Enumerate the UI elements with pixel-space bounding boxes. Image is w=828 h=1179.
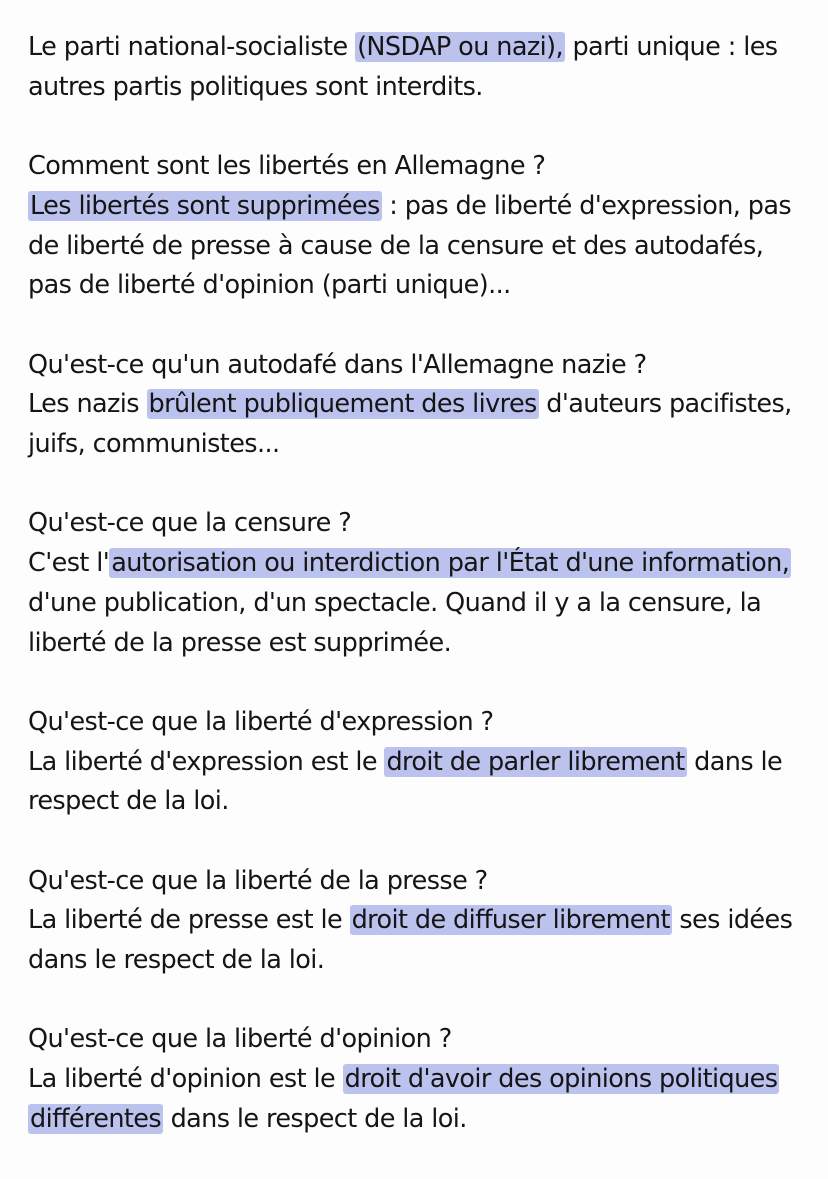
text-segment: ses idées dans le respect de la loi. [28, 905, 793, 976]
highlighted-text: droit de diffuser librement [351, 905, 670, 936]
text-segment: Le parti national-socialiste [28, 32, 356, 62]
highlighted-text: brûlent publiquement des livres [148, 389, 537, 420]
question: Comment sont les libertés en Allemagne ? [28, 151, 546, 182]
qa-block-opinion [28, 1020, 808, 1139]
qa-block-expression [28, 703, 808, 822]
question: Qu'est-ce qu'un autodafé dans l'Allemagne nazie ? [28, 349, 647, 380]
notes-page [28, 28, 808, 1179]
text-segment: C'est l' [28, 548, 110, 579]
answer [28, 743, 808, 822]
qa-block-censure [28, 504, 808, 663]
text-segment: Les nazis [28, 389, 147, 420]
qa-block-autodafe [28, 346, 808, 465]
text-segment: dans le respect de la loi. [28, 746, 783, 817]
answer [28, 544, 808, 663]
text-segment: parti unique : les autres partis politiques sont interdits. [28, 32, 778, 102]
text-segment: dans le respect de la loi. [163, 1103, 467, 1134]
highlighted-text: droit d'avoir des opinions politiques différentes [30, 1064, 778, 1134]
question: Qu'est-ce que la liberté d'opinion ? [28, 1024, 452, 1055]
answer [28, 1060, 808, 1139]
highlighted-text: droit de parler librement [386, 746, 685, 777]
intro-text [28, 28, 808, 107]
answer [28, 187, 808, 306]
text-segment: d'auteurs pacifistes, juifs, communistes... [28, 389, 792, 459]
intro-block [28, 28, 808, 107]
highlighted-text: Les libertés sont supprimées [30, 190, 380, 221]
qa-block-libertes [28, 147, 808, 306]
question: Qu'est-ce que la censure ? [28, 508, 352, 539]
highlighted-text: (NSDAP ou nazi), [357, 32, 563, 62]
text-segment: La liberté d'opinion est le [28, 1064, 343, 1095]
qa-block-presse [28, 862, 808, 981]
question: Qu'est-ce que la liberté d'expression ? [28, 706, 494, 737]
answer [28, 901, 808, 980]
text-segment: La liberté d'expression est le [28, 746, 385, 777]
text-segment: La liberté de presse est le [28, 905, 350, 936]
text-segment: : pas de liberté d'expression, pas de liberté de presse à cause de la censure et des autodafés, pas de liberté d'opinion (parti unique)... [28, 190, 792, 301]
text-segment: d'une publication, d'un spectacle. Quand il y a la censure, la liberté de la presse est supprimée. [28, 587, 762, 658]
answer [28, 385, 808, 464]
question: Qu'est-ce que la liberté de la presse ? [28, 865, 488, 896]
highlighted-text: autorisation ou interdiction par l'État d'une information, [111, 548, 790, 579]
